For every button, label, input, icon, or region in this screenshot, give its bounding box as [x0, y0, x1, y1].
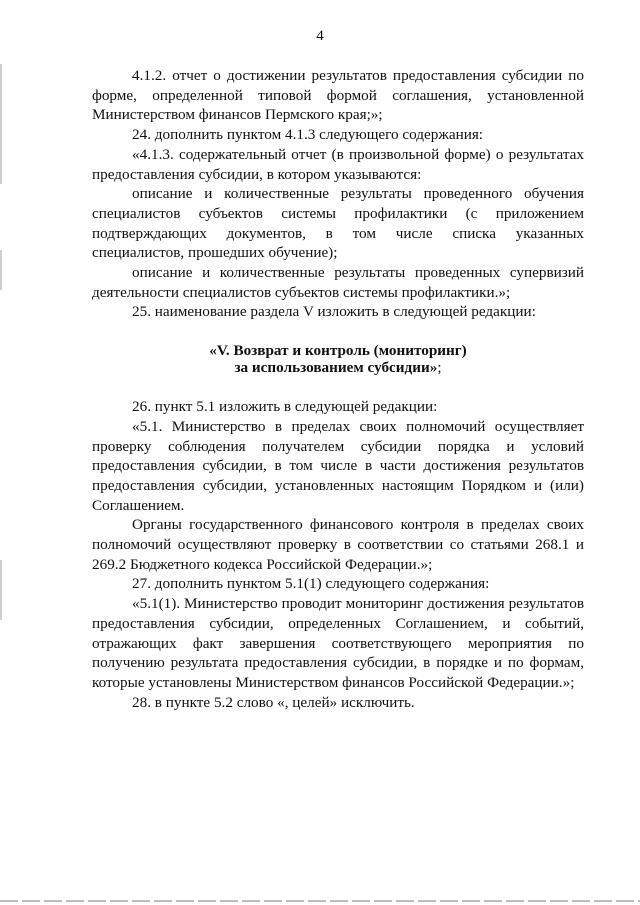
paragraph: 25. наименование раздела V изложить в следующей редакции:	[132, 303, 536, 321]
page-number: 4	[316, 28, 324, 44]
section-title	[92, 342, 584, 376]
paragraph: 4.1.2. отчет о достижении результатов предоставления субсидии по форме, определенной типовой формой соглашения, установленной Министерством финансов Пермского края;»;	[92, 67, 584, 124]
scan-bottom-edge	[0, 900, 640, 902]
paragraph: 26. пункт 5.1 изложить в следующей редакции:	[132, 398, 438, 416]
paragraph: «5.1. Министерство в пределах своих полномочий осуществляет проверку соблюдения получателем субсидии порядка и условий предоставления субсидии, в том числе в части достижения результатов предоставления субсидии, установленных настоящим Порядком и (или) Соглашением.	[92, 417, 584, 514]
section-title-line-2-text: за использованием субсидии»	[234, 359, 438, 377]
section-title-line-2	[92, 359, 584, 376]
paragraph: Органы государственного финансового контроля в пределах своих полномочий осуществляют проверку в соответствии со статьями 268.1 и 269.2 Бюджетного кодекса Российской Федерации.»;	[92, 516, 584, 573]
paragraph: 24. дополнить пунктом 4.1.3 следующего содержания:	[132, 126, 484, 144]
scan-edge-mark	[0, 64, 2, 184]
section-title-line-1: «V. Возврат и контроль (мониторинг)	[209, 342, 467, 360]
paragraph: описание и количественные результаты проведенных супервизий деятельности специалистов субъектов системы профилактики.»;	[92, 264, 584, 301]
document-body	[92, 66, 584, 712]
section-title-line-2-tail: ;	[437, 359, 442, 377]
scan-edge-mark	[0, 250, 2, 290]
paragraph: «4.1.3. содержательный отчет (в произвольной форме) о результатах предоставления субсидии, в котором указываются:	[92, 145, 584, 183]
paragraph: 27. дополнить пунктом 5.1(1) следующего содержания:	[132, 575, 490, 593]
paragraph: описание и количественные результаты проведенного обучения специалистов субъектов системы профилактики (с приложением подтверждающих документов, в том числе списка указанных специалистов, прошедших обучение);	[92, 185, 584, 262]
scan-edge-mark	[0, 560, 2, 620]
paragraph: «5.1(1). Министерство проводит мониторинг достижения результатов предоставления субсидии, определенных Соглашением, и событий, отражающих факт завершения соответствующего мероприятия по получению результата предоставления субсидии, в порядке и по формам, которые установлены Министерством финансов Российской Федерации.»;	[92, 595, 584, 691]
paragraph: 28. в пункте 5.2 слово «, целей» исключить.	[132, 693, 415, 711]
